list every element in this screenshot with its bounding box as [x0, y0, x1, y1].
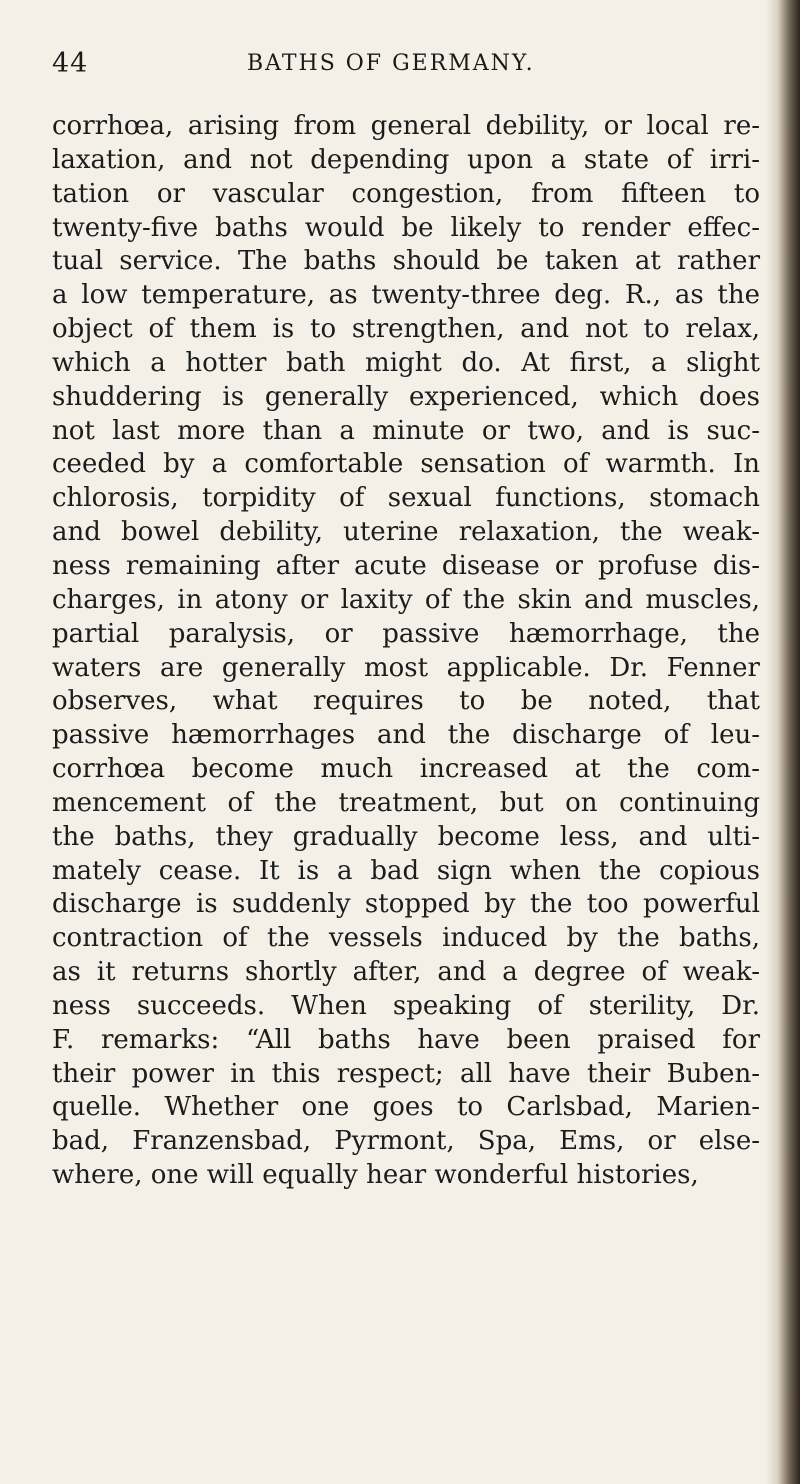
text-line: corrhœa become much increased at the com- — [52, 754, 760, 785]
text-line: quelle. Whether one goes to Carlsbad, Marien- — [52, 1092, 760, 1123]
text-line: not last more than a minute or two, and is suc- — [52, 415, 760, 446]
text-line: as it returns shortly after, and a degree of weak- — [52, 957, 760, 988]
text-line: F. remarks: “All baths have been praised for — [52, 1024, 760, 1055]
text-line: partial paralysis, or passive hæmorrhage, the — [52, 618, 760, 649]
text-line: passive hæmorrhages and the discharge of leu- — [52, 720, 760, 751]
text-line: observes, what requires to be noted, that — [52, 686, 760, 717]
page-number: 44 — [52, 48, 89, 79]
text-line: discharge is suddenly stopped by the too powerful — [52, 889, 760, 920]
text-line: object of them is to strengthen, and not to relax, — [52, 314, 760, 345]
text-line: laxation, and not depending upon a state of irri- — [52, 144, 760, 175]
text-line: twenty-five baths would be likely to render effec- — [52, 212, 760, 243]
text-line: mencement of the treatment, but on continuing — [52, 787, 760, 818]
text-line: tation or vascular congestion, from fifteen to — [52, 178, 760, 209]
text-line: tual service. The baths should be taken at rather — [52, 246, 760, 277]
text-line: mately cease. It is a bad sign when the copious — [52, 855, 760, 886]
text-line: where, one will equally hear wonderful histories, — [52, 1160, 699, 1191]
page-gutter-shadow — [766, 0, 800, 1484]
text-line: chlorosis, torpidity of sexual functions, stomach — [52, 483, 760, 514]
text-line: the baths, they gradually become less, and ulti- — [52, 821, 760, 852]
text-line: contraction of the vessels induced by the baths, — [52, 923, 760, 954]
text-line: waters are generally most applicable. Dr. Fenner — [52, 652, 760, 683]
running-head — [52, 48, 752, 84]
text-line: and bowel debility, uterine relaxation, the weak- — [52, 517, 760, 548]
text-line: ness succeeds. When speaking of sterility, Dr. — [52, 990, 760, 1021]
text-line: charges, in atony or laxity of the skin and muscles, — [52, 584, 760, 615]
text-line: ness remaining after acute disease or profuse dis- — [52, 550, 760, 581]
text-line: ceeded by a comfortable sensation of warmth. In — [52, 449, 760, 480]
text-line: corrhœa, arising from general debility, or local re- — [52, 111, 760, 141]
text-line: which a hotter bath might do. At first, a slight — [52, 347, 760, 378]
text-line: a low temperature, as twenty-three deg. R., as the — [52, 280, 760, 311]
text-line: bad, Franzensbad, Pyrmont, Spa, Ems, or else- — [52, 1126, 760, 1157]
body-text — [52, 110, 760, 1193]
text-line: their power in this respect; all have their Buben- — [52, 1058, 760, 1089]
running-title: BATHS OF GERMANY. — [247, 51, 535, 76]
text-line: shuddering is generally experienced, which does — [52, 381, 760, 412]
